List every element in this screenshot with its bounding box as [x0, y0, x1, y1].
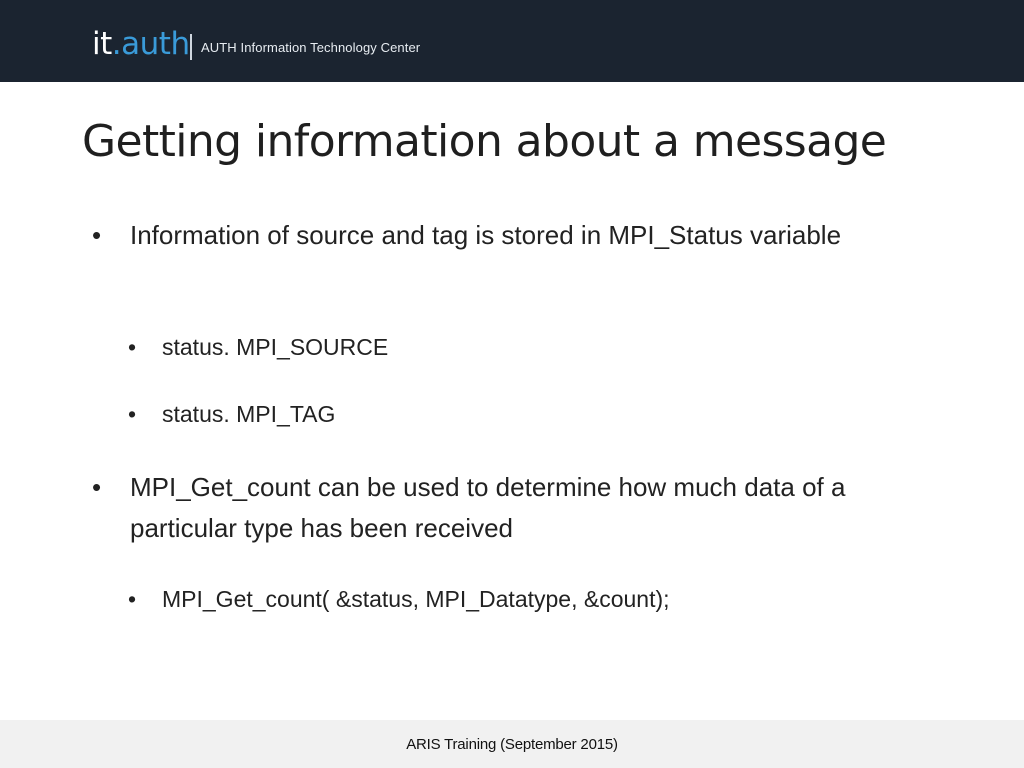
bullet-text: Information of source and tag is stored in MPI_Status variable: [130, 220, 842, 250]
sub-bullet-text: MPI_Get_count( &status, MPI_Datatype, &count);: [162, 586, 670, 612]
sub-bullet-dot-icon: •: [128, 401, 137, 427]
sub-bullet-text: status. MPI_TAG: [162, 401, 336, 427]
footer-text: ARIS Training (September 2015): [406, 736, 618, 753]
logo-auth: auth: [121, 26, 190, 62]
sub-bullet-dot-icon: •: [128, 334, 137, 360]
logo-dot: .: [111, 26, 122, 62]
bullet-text: MPI_Get_count can be used to determine how much data of a particular type has been received: [130, 472, 846, 543]
sub-bullet-dot-icon: •: [128, 586, 137, 612]
bullet-dot-icon: •: [92, 220, 102, 250]
sub-bullet-text: status. MPI_SOURCE: [162, 334, 389, 360]
bullet-dot-icon: •: [92, 472, 102, 502]
footer-bar: [0, 720, 1024, 768]
header-subtitle: AUTH Information Technology Center: [201, 40, 421, 55]
slide-title: Getting information about a message: [82, 116, 887, 167]
logo-it: it: [92, 26, 112, 62]
